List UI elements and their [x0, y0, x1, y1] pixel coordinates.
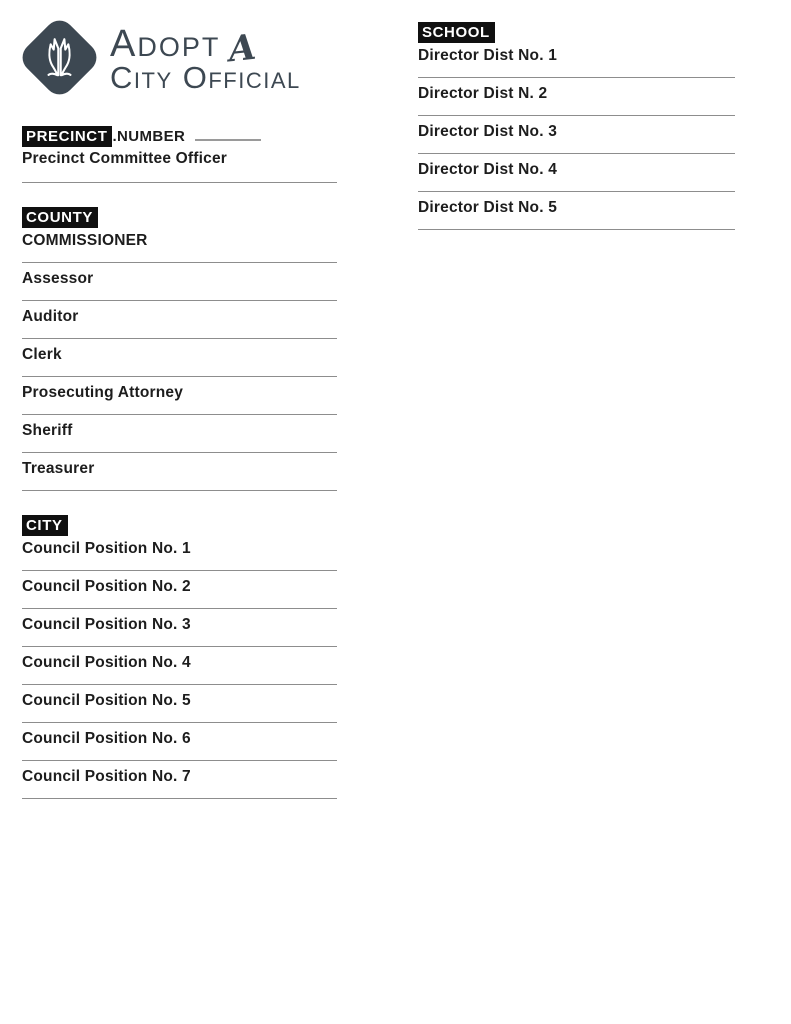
form-field	[22, 768, 337, 799]
field-label: Auditor	[22, 308, 79, 325]
form-field	[418, 199, 735, 230]
write-in-line	[22, 490, 337, 491]
city-section	[22, 515, 337, 799]
write-in-line	[22, 798, 337, 799]
write-in-line	[22, 760, 337, 761]
precinct-section	[22, 126, 337, 183]
field-label: Council Position No. 7	[22, 768, 191, 785]
field-label: Council Position No. 2	[22, 578, 191, 595]
write-in-line	[22, 414, 337, 415]
write-in-line	[22, 452, 337, 453]
field-label: Council Position No. 5	[22, 692, 191, 709]
write-in-line	[22, 300, 337, 301]
field-label: Director Dist No. 4	[418, 161, 558, 178]
logo	[16, 16, 301, 100]
logo-script-a: A	[226, 26, 261, 71]
praying-hands-icon	[29, 27, 90, 88]
form-field	[22, 422, 337, 453]
field-label: Director Dist No. 1	[418, 47, 558, 64]
write-in-line	[22, 262, 337, 263]
field-label: Director Dist No. 3	[418, 123, 558, 140]
write-in-line	[22, 376, 337, 377]
form-field	[22, 150, 337, 183]
school-heading: SCHOOL	[418, 22, 495, 43]
field-label: Director Dist No. 5	[418, 199, 558, 216]
field-label: Council Position No. 6	[22, 730, 191, 747]
school-heading-row	[418, 22, 735, 43]
logo-mark	[16, 16, 104, 100]
county-field-list	[22, 232, 337, 491]
county-heading: COUNTY	[22, 207, 98, 228]
logo-word-city-official: City Official	[110, 60, 301, 95]
precinct-number-label: .NUMBER	[112, 128, 186, 145]
write-in-line	[418, 191, 735, 192]
form-field	[22, 232, 337, 263]
precinct-number-blank	[195, 127, 261, 141]
form-field	[22, 460, 337, 491]
city-field-list	[22, 540, 337, 799]
form-field	[22, 540, 337, 571]
write-in-line	[22, 608, 337, 609]
write-in-line	[22, 182, 337, 183]
write-in-line	[22, 722, 337, 723]
write-in-line	[418, 229, 735, 230]
school-section	[418, 22, 735, 230]
school-field-list	[418, 47, 735, 230]
field-label: Treasurer	[22, 460, 95, 477]
form-field	[418, 85, 735, 116]
form-field	[418, 161, 735, 192]
form-field	[22, 384, 337, 415]
county-heading-row	[22, 207, 337, 228]
form-field	[22, 346, 337, 377]
logo-line-adopt	[110, 23, 301, 71]
write-in-line	[22, 570, 337, 571]
write-in-line	[22, 338, 337, 339]
form-field	[22, 654, 337, 685]
precinct-heading-row	[22, 126, 337, 147]
form-field	[22, 692, 337, 723]
write-in-line	[418, 153, 735, 154]
write-in-line	[22, 684, 337, 685]
logo-wordmark	[110, 25, 301, 93]
write-in-line	[22, 646, 337, 647]
form-field	[22, 578, 337, 609]
county-section	[22, 207, 337, 491]
city-heading: CITY	[22, 515, 68, 536]
write-in-line	[418, 77, 735, 78]
logo-word-adopt: Adopt	[110, 23, 221, 65]
form-field	[22, 730, 337, 761]
field-label: Council Position No. 1	[22, 540, 191, 557]
precinct-heading: PRECINCT	[22, 126, 112, 147]
field-label: Sheriff	[22, 422, 73, 439]
field-label: COMMISSIONER	[22, 232, 148, 249]
field-label: Council Position No. 4	[22, 654, 191, 671]
write-in-line	[418, 115, 735, 116]
field-label: Clerk	[22, 346, 62, 363]
left-column	[22, 126, 337, 823]
field-label: Precinct Committee Officer	[22, 150, 228, 167]
form-field	[22, 616, 337, 647]
city-heading-row	[22, 515, 337, 536]
form-field	[418, 123, 735, 154]
field-label: Director Dist N. 2	[418, 85, 548, 102]
field-label: Council Position No. 3	[22, 616, 191, 633]
form-field	[22, 308, 337, 339]
field-label: Assessor	[22, 270, 94, 287]
form-field	[22, 270, 337, 301]
field-label: Prosecuting Attorney	[22, 384, 184, 401]
form-field	[418, 47, 735, 78]
right-column	[418, 22, 735, 254]
